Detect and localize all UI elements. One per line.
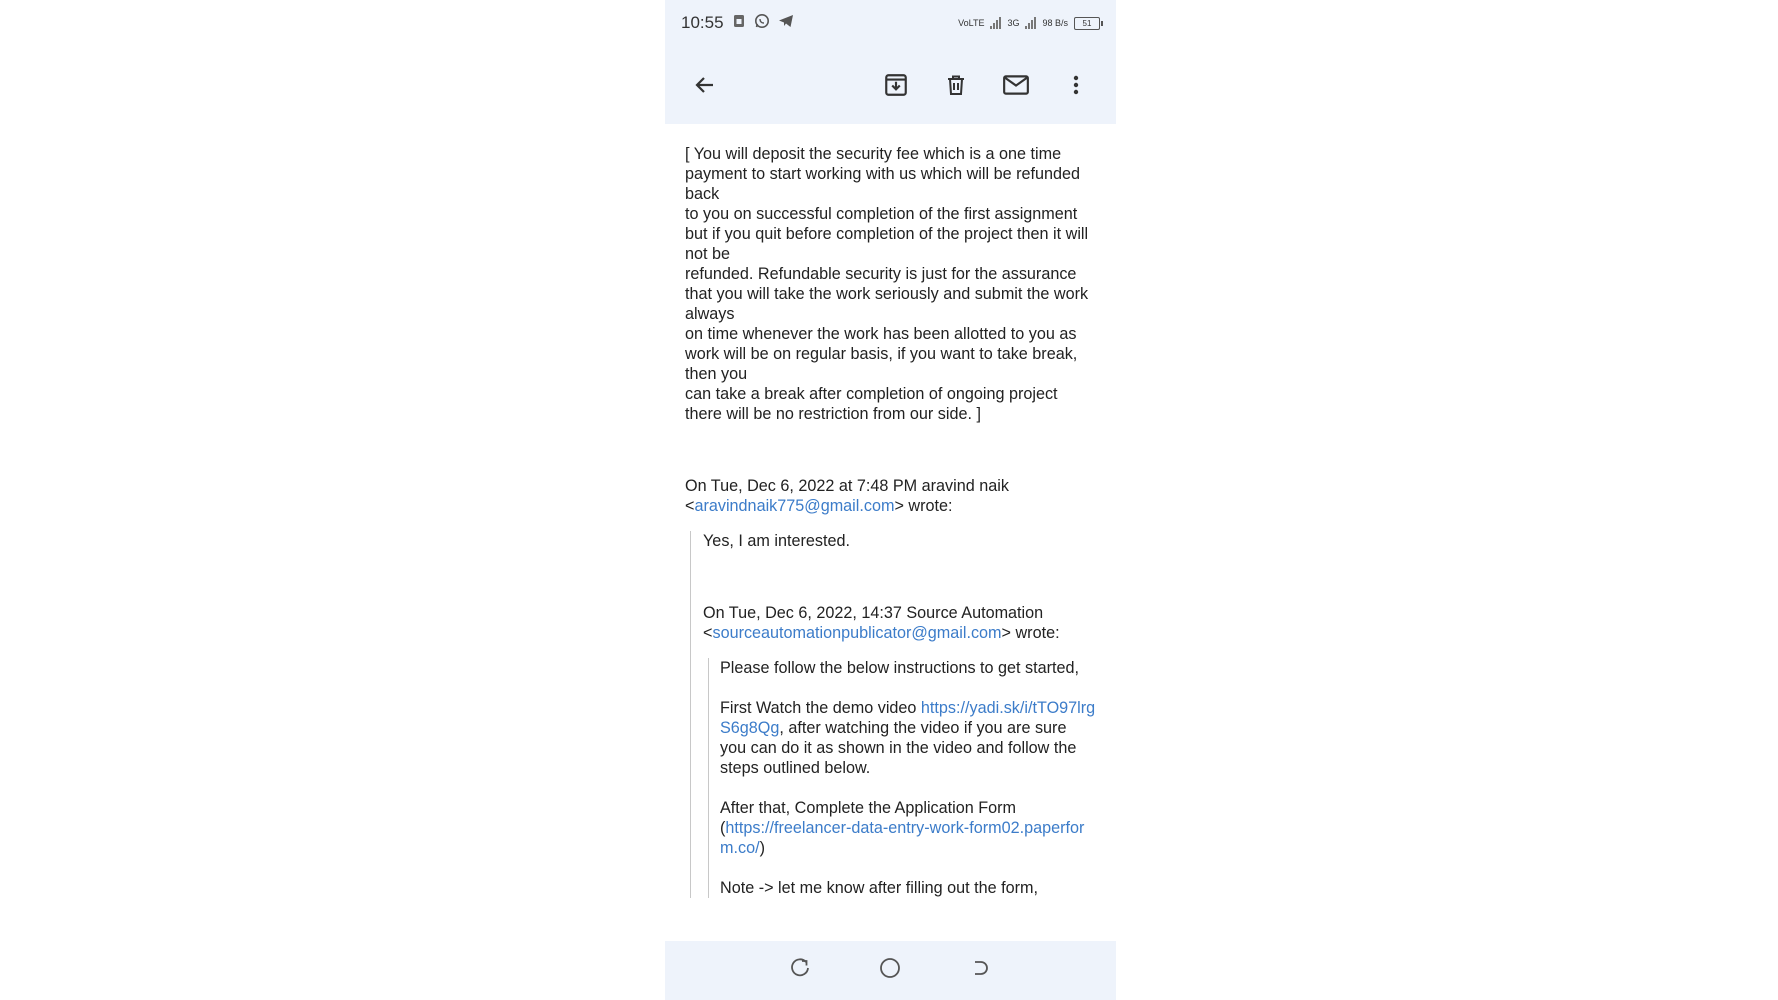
body-line-2: to you on successful completion of the first assignment but if you quit before completion of the project then it will not be bbox=[685, 205, 1089, 263]
mail-icon[interactable] bbox=[994, 63, 1038, 107]
telegram-icon bbox=[778, 13, 794, 34]
status-time: 10:55 bbox=[681, 13, 724, 32]
signal-icon bbox=[990, 17, 1001, 29]
recents-icon[interactable] bbox=[789, 957, 811, 984]
app-toolbar bbox=[665, 46, 1116, 124]
body-line-5: can take a break after completion of ongoing project there will be no restriction from our side. ] bbox=[685, 385, 1058, 423]
demo-paragraph: First Watch the demo video https://yadi.sk/i/tTO97lrgS6g8Qg, after watching the video if you are sure you can do it as shown in the video and follow the steps outlined below. bbox=[720, 699, 1096, 777]
form-paragraph: After that, Complete the Application Form (https://freelancer-data-entry-work-form02.paperform.co/) bbox=[720, 799, 1085, 857]
sim-icon bbox=[732, 13, 746, 33]
quote-header-1: On Tue, Dec 6, 2022 at 7:48 PM aravind naik <aravindnaik775@gmail.com> wrote: bbox=[685, 477, 1009, 515]
quoted-reply-1 bbox=[690, 531, 1096, 898]
quoted-reply-2 bbox=[708, 658, 1096, 898]
archive-icon[interactable] bbox=[874, 63, 918, 107]
signal-icon-2 bbox=[1025, 17, 1036, 29]
system-nav-bar bbox=[665, 941, 1116, 1000]
data-rate: 98 B/s bbox=[1042, 18, 1068, 28]
body-line-1: [ You will deposit the security fee which is a one time payment to start working with us which will be refunded back bbox=[685, 145, 1080, 203]
email-link-aravind[interactable]: aravindnaik775@gmail.com bbox=[694, 497, 895, 515]
home-circle-icon[interactable] bbox=[878, 956, 902, 985]
back-icon[interactable] bbox=[970, 957, 992, 984]
more-vert-icon[interactable] bbox=[1054, 63, 1098, 107]
application-form-link[interactable]: https://freelancer-data-entry-work-form02.paperform.co/ bbox=[720, 819, 1085, 857]
reply-text: Yes, I am interested. bbox=[703, 532, 850, 550]
email-body bbox=[665, 124, 1116, 898]
arrow-left-icon[interactable] bbox=[683, 63, 727, 107]
trash-icon[interactable] bbox=[934, 63, 978, 107]
network-label: VoLTE bbox=[958, 18, 985, 28]
phone-screen bbox=[665, 0, 1116, 1000]
demo-video-link[interactable]: https://yadi.sk/i/tTO97lrgS6g8Qg bbox=[720, 699, 1096, 737]
body-line-3: refunded. Refundable security is just for the assurance that you will take the work seriously and submit the work always bbox=[685, 265, 1089, 323]
instructions-text: Please follow the below instructions to get started, bbox=[720, 659, 1080, 677]
body-line-4: on time whenever the work has been allotted to you as work will be on regular basis, if you want to take break, then you bbox=[685, 325, 1078, 383]
network-3g-label: 3G bbox=[1007, 18, 1020, 28]
email-link-source[interactable]: sourceautomationpublicator@gmail.com bbox=[712, 624, 1002, 642]
whatsapp-icon bbox=[754, 13, 770, 34]
status-bar bbox=[665, 0, 1116, 46]
note-text: Note -> let me know after filling out the form, bbox=[720, 879, 1039, 897]
quote-header-2: On Tue, Dec 6, 2022, 14:37 Source Automation <sourceautomationpublicator@gmail.com> wrote: bbox=[703, 604, 1060, 642]
battery-icon: 51 bbox=[1074, 17, 1100, 30]
